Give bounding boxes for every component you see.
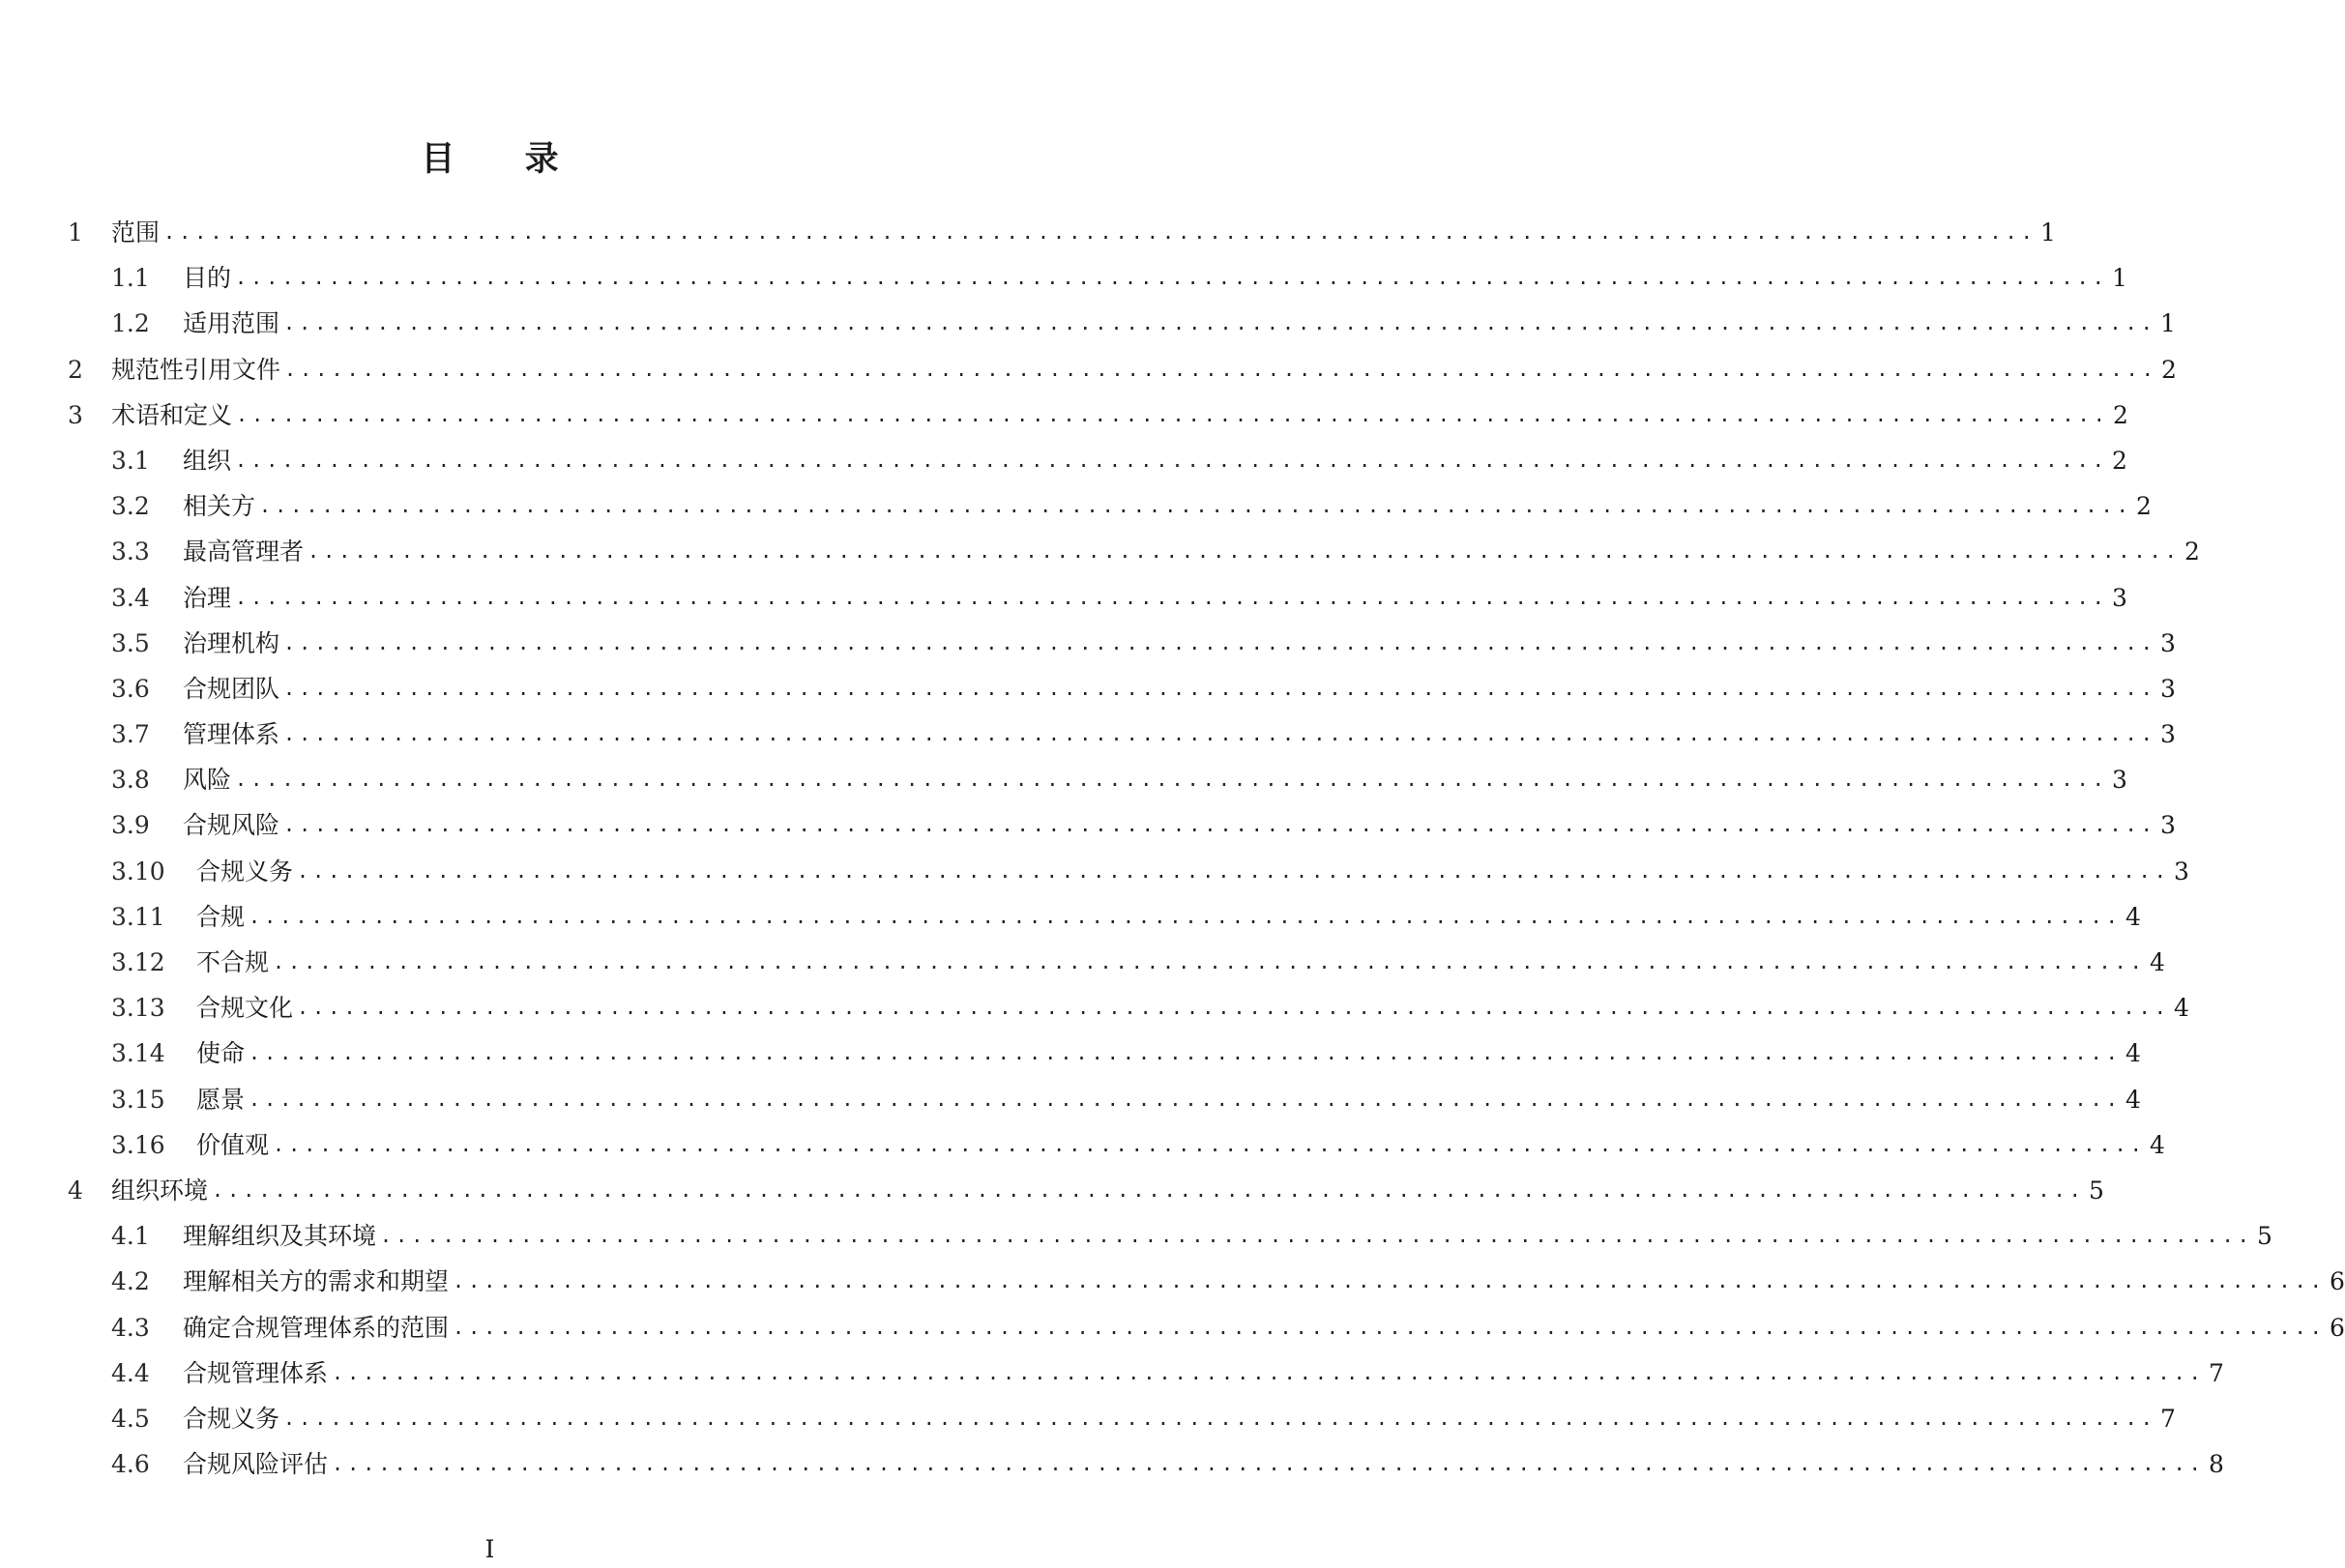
toc-entry[interactable]	[0, 438, 2127, 483]
toc-entry[interactable]	[0, 985, 2189, 1031]
dot-leader: ........................................................................................................................	[212, 1177, 2085, 1202]
toc-entry-number: 3.10	[111, 857, 165, 886]
toc-entry-number: 3.14	[111, 1039, 165, 1068]
toc-entry[interactable]	[0, 301, 2176, 346]
toc-entry-title: 理解相关方的需求和期望	[183, 1267, 450, 1296]
toc-entry-number: 3	[68, 400, 83, 429]
dot-leader: ........................................................................................................................	[332, 1360, 2205, 1384]
toc-entry-title: 范围	[111, 218, 161, 247]
toc-entry-title: 适用范围	[183, 309, 280, 338]
toc-entry[interactable]	[0, 1259, 2345, 1304]
toc-entry[interactable]	[0, 1122, 2165, 1168]
toc-entry-page: 3	[2160, 628, 2176, 657]
toc-entry-page: 7	[2160, 1404, 2176, 1433]
table-of-contents	[0, 210, 2345, 1487]
toc-entry-page: 2	[2161, 355, 2177, 384]
toc-entry-page: 1	[2112, 264, 2127, 293]
dot-leader: ........................................................................................................................	[249, 1087, 2122, 1111]
toc-entry-number: 1.1	[111, 264, 150, 293]
dot-leader: ........................................................................................................................	[283, 676, 2156, 700]
toc-entry-page: 3	[2174, 857, 2189, 886]
dot-leader: ........................................................................................................................	[273, 950, 2146, 973]
toc-entry-number: 4	[68, 1176, 83, 1205]
toc-entry-title: 相关方	[183, 492, 256, 521]
dot-leader: ........................................................................................................................	[235, 266, 2108, 290]
toc-entry[interactable]	[0, 483, 2152, 529]
toc-entry-title: 最高管理者	[183, 537, 305, 566]
toc-entry-page: 5	[2257, 1222, 2272, 1251]
toc-entry-title: 确定合规管理体系的范围	[183, 1313, 450, 1342]
toc-entry-title: 治理机构	[183, 628, 280, 657]
toc-entry-number: 3.1	[111, 446, 150, 475]
dot-leader: ........................................................................................................................	[297, 996, 2170, 1020]
toc-entry-page: 2	[2112, 446, 2127, 475]
toc-entry-page: 5	[2089, 1176, 2104, 1205]
toc-entry-page: 4	[2125, 902, 2141, 931]
page-number: I	[484, 1535, 495, 1563]
toc-entry[interactable]	[0, 1396, 2176, 1441]
toc-entry[interactable]	[0, 1031, 2141, 1076]
toc-entry-title: 合规管理体系	[183, 1358, 329, 1387]
toc-entry-title: 合规文化	[196, 994, 294, 1023]
toc-entry[interactable]	[0, 575, 2127, 621]
dot-leader: ........................................................................................................................	[297, 858, 2170, 883]
toc-entry-title: 术语和定义	[111, 400, 233, 429]
toc-entry[interactable]	[0, 894, 2141, 940]
dot-leader: ........................................................................................................................	[284, 357, 2157, 381]
toc-entry-page: 8	[2209, 1450, 2224, 1479]
toc-entry-page: 3	[2160, 674, 2176, 703]
toc-entry[interactable]	[0, 1168, 2104, 1213]
toc-entry-title: 理解组织及其环境	[183, 1222, 377, 1251]
toc-entry[interactable]	[0, 1213, 2272, 1259]
dot-leader: ........................................................................................................................	[283, 813, 2156, 837]
toc-entry[interactable]	[0, 757, 2127, 802]
toc-entry-number: 3.2	[111, 492, 150, 521]
dot-leader: ........................................................................................................................	[235, 585, 2108, 609]
toc-entry-page: 6	[2330, 1313, 2345, 1342]
toc-entry[interactable]	[0, 1441, 2224, 1487]
toc-entry-title: 目的	[183, 264, 232, 293]
dot-leader: ........................................................................................................................	[283, 1406, 2156, 1430]
toc-entry-page: 2	[2184, 537, 2200, 566]
toc-entry-number: 3.4	[111, 583, 150, 612]
toc-entry-number: 3.12	[111, 948, 165, 976]
toc-entry-title: 组织	[183, 446, 232, 475]
toc-entry-page: 4	[2125, 1085, 2141, 1114]
dot-leader: ........................................................................................................................	[249, 904, 2122, 928]
toc-entry-title: 合规	[196, 902, 246, 931]
toc-entry[interactable]	[0, 666, 2176, 711]
toc-entry[interactable]	[0, 1077, 2141, 1122]
dot-leader: ........................................................................................................................	[453, 1269, 2326, 1293]
toc-entry-page: 3	[2112, 583, 2127, 612]
toc-entry[interactable]	[0, 1350, 2224, 1396]
toc-entry[interactable]	[0, 210, 2056, 255]
toc-entry-title: 合规义务	[196, 857, 294, 886]
dot-leader: ........................................................................................................................	[283, 630, 2156, 654]
toc-entry-title: 价值观	[196, 1130, 270, 1159]
toc-entry[interactable]	[0, 1305, 2345, 1350]
toc-entry-number: 3.16	[111, 1130, 165, 1159]
toc-entry-page: 4	[2125, 1039, 2141, 1068]
dot-leader: ........................................................................................................................	[283, 311, 2156, 335]
toc-entry[interactable]	[0, 940, 2165, 985]
toc-entry-title: 合规风险	[183, 811, 280, 840]
dot-leader: ........................................................................................................................	[249, 1041, 2122, 1065]
toc-entry-number: 3.8	[111, 766, 150, 795]
dot-leader: ........................................................................................................................	[259, 494, 2132, 518]
toc-entry-number: 3.9	[111, 811, 150, 840]
dot-leader: ........................................................................................................................	[283, 722, 2156, 746]
page-title: 目 录	[421, 140, 588, 179]
toc-entry-number: 3.15	[111, 1085, 165, 1114]
toc-entry-title: 合规团队	[183, 674, 280, 703]
dot-leader: ........................................................................................................................	[308, 539, 2181, 564]
toc-entry-number: 3.3	[111, 537, 150, 566]
toc-entry-page: 3	[2160, 811, 2176, 840]
toc-entry-page: 7	[2209, 1358, 2224, 1387]
toc-entry-number: 3.6	[111, 674, 150, 703]
toc-entry[interactable]	[0, 621, 2176, 666]
toc-entry-title: 管理体系	[183, 720, 280, 749]
toc-entry-title: 愿景	[196, 1085, 246, 1114]
toc-entry[interactable]	[0, 347, 2177, 392]
toc-entry-number: 4.5	[111, 1404, 150, 1433]
toc-entry-number: 3.5	[111, 628, 150, 657]
toc-entry-number: 1.2	[111, 309, 150, 338]
toc-entry-title: 合规义务	[183, 1404, 280, 1433]
toc-entry-number: 4.6	[111, 1450, 150, 1479]
dot-leader: ........................................................................................................................	[235, 448, 2108, 472]
dot-leader: ........................................................................................................................	[236, 402, 2109, 426]
dot-leader: ........................................................................................................................	[235, 768, 2108, 792]
dot-leader: ........................................................................................................................	[332, 1452, 2205, 1476]
toc-entry-title: 风险	[183, 766, 232, 795]
dot-leader: ........................................................................................................................	[380, 1224, 2253, 1248]
toc-entry-title: 使命	[196, 1039, 246, 1068]
toc-entry-number: 3.13	[111, 994, 165, 1023]
dot-leader: ........................................................................................................................	[163, 220, 2037, 244]
toc-entry-number: 1	[68, 218, 83, 247]
toc-entry-page: 4	[2174, 994, 2189, 1023]
toc-entry[interactable]	[0, 255, 2127, 301]
toc-entry-number: 3.7	[111, 720, 150, 749]
toc-entry-title: 组织环境	[111, 1176, 209, 1205]
toc-entry-page: 1	[2040, 218, 2056, 247]
toc-entry-title: 治理	[183, 583, 232, 612]
toc-entry-page: 2	[2136, 492, 2152, 521]
toc-entry[interactable]	[0, 529, 2200, 574]
toc-entry-page: 6	[2330, 1267, 2345, 1296]
toc-entry-page: 3	[2112, 766, 2127, 795]
toc-entry[interactable]	[0, 849, 2189, 894]
toc-entry-page: 1	[2160, 309, 2176, 338]
toc-entry[interactable]	[0, 711, 2176, 757]
toc-entry[interactable]	[0, 802, 2176, 848]
toc-entry-title: 规范性引用文件	[111, 355, 281, 384]
toc-entry-title: 合规风险评估	[183, 1450, 329, 1479]
toc-entry-page: 3	[2160, 720, 2176, 749]
toc-entry-page: 4	[2150, 1130, 2165, 1159]
toc-entry-title: 不合规	[196, 948, 270, 976]
toc-entry-number: 4.3	[111, 1313, 150, 1342]
toc-entry-number: 4.4	[111, 1358, 150, 1387]
toc-entry-number: 2	[68, 355, 83, 384]
dot-leader: ........................................................................................................................	[453, 1315, 2326, 1339]
toc-entry-number: 4.2	[111, 1267, 150, 1296]
toc-entry-page: 4	[2150, 948, 2165, 976]
toc-entry[interactable]	[0, 392, 2128, 438]
toc-entry-number: 4.1	[111, 1222, 150, 1251]
toc-entry-number: 3.11	[111, 902, 165, 931]
toc-entry-page: 2	[2113, 400, 2128, 429]
dot-leader: ........................................................................................................................	[273, 1132, 2146, 1156]
